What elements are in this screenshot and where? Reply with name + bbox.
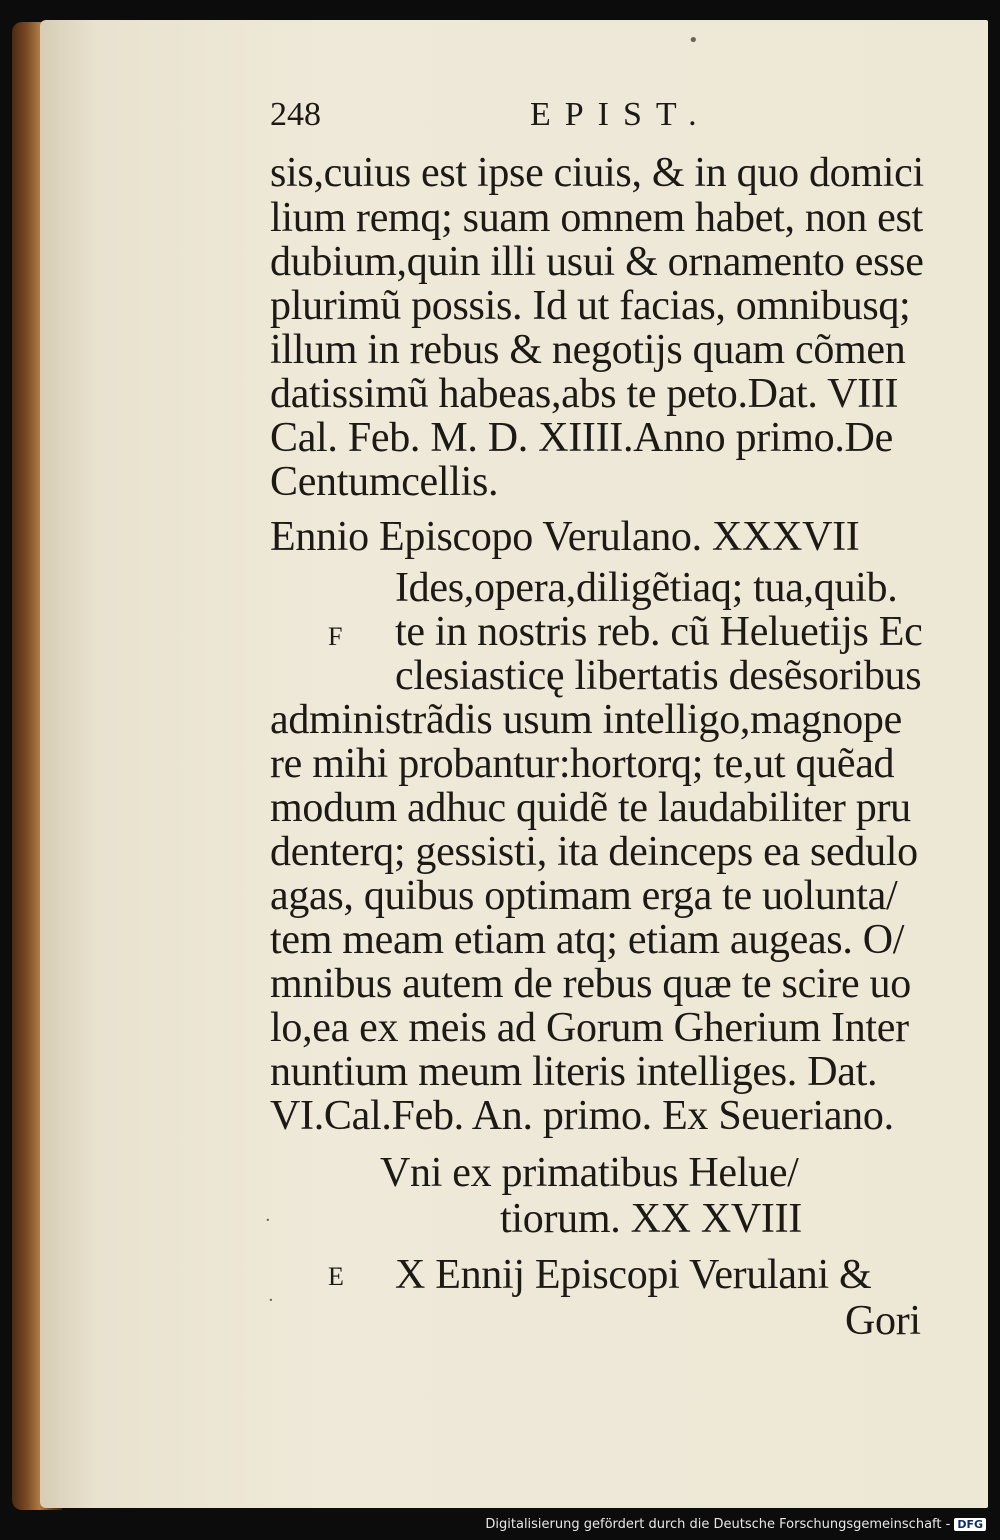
text-line: Gori (845, 1298, 921, 1344)
text-line: VI.Cal.Feb. An. primo. Ex Seueriano. (270, 1093, 894, 1139)
text-line: X Ennij Episcopi Verulani & (395, 1252, 872, 1298)
text-line: re mihi probantur:hortorq; te,ut quẽad (270, 741, 895, 787)
letter-heading: tiorum. XX XVIII (500, 1196, 802, 1242)
text-line: agas, quibus optimam erga te uolunta/ (270, 873, 898, 919)
ink-speck: • (688, 30, 699, 51)
text-line: sis,cuius est ipse ciuis, & in quo domici (270, 150, 924, 196)
text-line: administrãdis usum intelligo,magnope (270, 697, 902, 743)
text-line: plurimũ possis. Id ut facias, omnibusq; (270, 283, 911, 329)
margin-letter-f: F (328, 622, 343, 651)
text-line: denterq; gessisti, ita deinceps ea sedulo (270, 829, 918, 875)
ink-speck: · (265, 1210, 271, 1231)
running-title: EPIST. (530, 96, 711, 133)
text-line: Cal. Feb. M. D. XIIII.Anno primo.De (270, 415, 893, 461)
margin-letter-e: E (328, 1262, 344, 1291)
credit-text: Digitalisierung gefördert durch die Deutsche Forschungsgemeinschaft - (485, 1517, 951, 1532)
letter-heading: Vni ex primatibus Helue/ (380, 1150, 799, 1196)
text-line: lium remq; suam omnem habet, non est (270, 195, 923, 241)
text-line: lo,ea ex meis ad Gorum Gherium Inter (270, 1005, 909, 1051)
dfg-logo: DFG (954, 1518, 986, 1531)
digitization-credit (485, 1517, 986, 1532)
ink-speck: · (268, 1290, 274, 1311)
text-line: Centumcellis. (270, 459, 499, 505)
text-line: modum adhuc quidẽ te laudabiliter pru (270, 785, 911, 831)
text-line: dubium,quin illi usui & ornamento esse (270, 239, 924, 285)
text-line: datissimũ habeas,abs te peto.Dat. VIII (270, 371, 899, 417)
text-line: tem meam etiam atq; etiam augeas. O/ (270, 917, 905, 963)
text-line: clesiasticę libertatis desẽsoribus (395, 653, 922, 699)
text-line: nuntium meum literis intelliges. Dat. (270, 1049, 878, 1095)
text-line: Ides,opera,diligẽtiaq; tua,quib. (395, 565, 898, 611)
text-line: te in nostris reb. cũ Heluetijs Ec (395, 609, 923, 655)
letter-heading: Ennio Episcopo Verulano. XXXVII (270, 514, 860, 560)
text-line: illum in rebus & negotijs quam cõmen (270, 327, 906, 373)
page-number: 248 (270, 96, 321, 133)
text-line: mnibus autem de rebus quæ te scire uo (270, 961, 911, 1007)
